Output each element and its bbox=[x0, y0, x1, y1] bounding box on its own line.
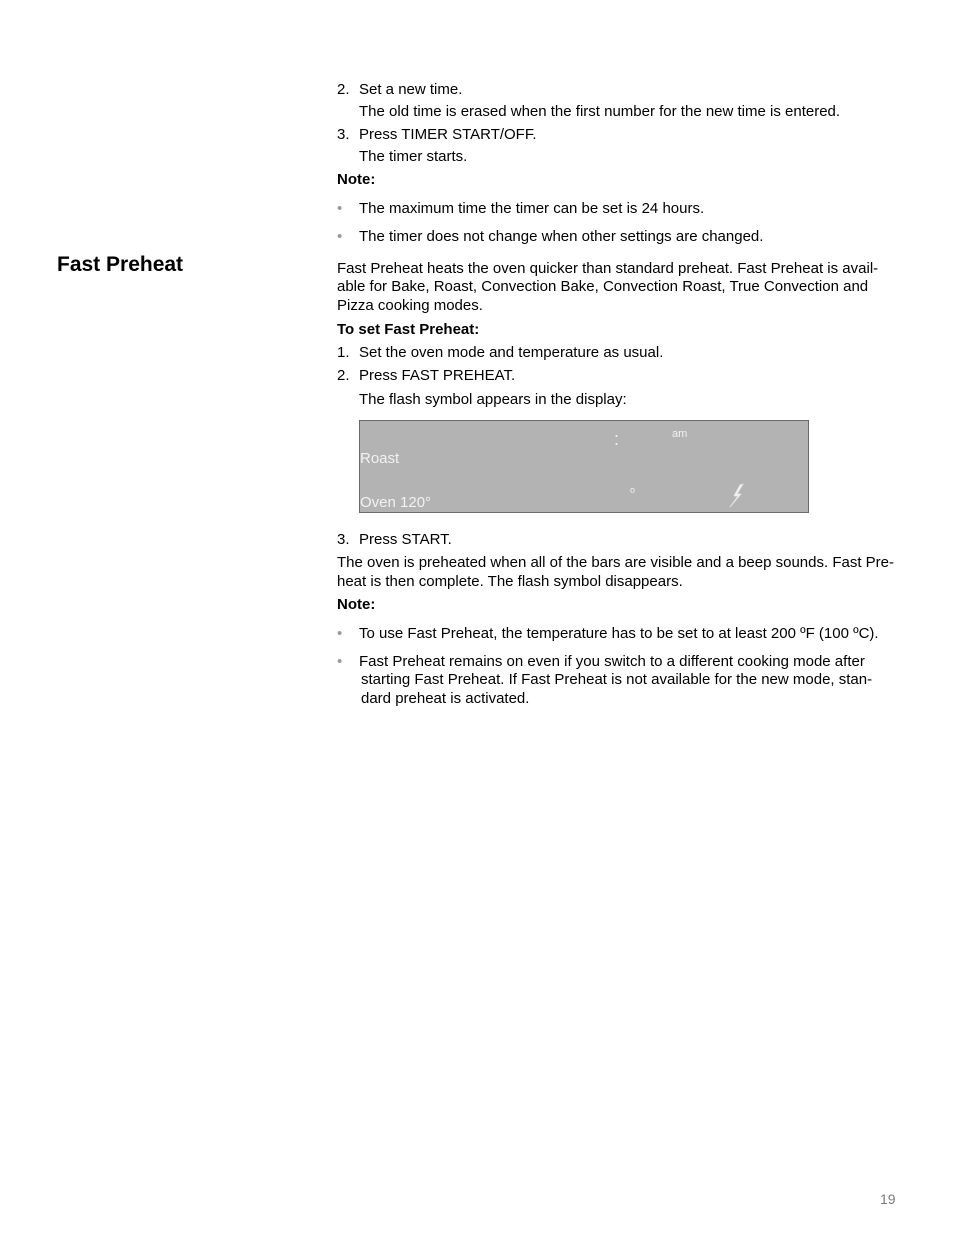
intro-line: Pizza cooking modes. bbox=[337, 297, 483, 314]
oven-temp-label: Oven 120° bbox=[360, 494, 432, 511]
step-text: Set a new time. bbox=[359, 81, 463, 98]
intro-line: Fast Preheat heats the oven quicker than standard preheat. Fast Preheat is avail- bbox=[337, 260, 879, 277]
bullet-icon: • bbox=[337, 653, 343, 670]
step-subtext: The flash symbol appears in the display: bbox=[359, 391, 627, 408]
note-label: Note: bbox=[337, 596, 376, 613]
bullet-icon: • bbox=[337, 228, 343, 245]
step-subtext: The old time is erased when the first number for the new time is entered. bbox=[359, 103, 841, 120]
step-number: 3. bbox=[337, 126, 350, 143]
subheading: To set Fast Preheat: bbox=[337, 321, 480, 338]
note-bullet-line: Fast Preheat remains on even if you switch to a different cooking mode after bbox=[359, 653, 865, 670]
bullet-icon: • bbox=[337, 200, 343, 217]
note-bullet-line: starting Fast Preheat. If Fast Preheat is not available for the new mode, stan- bbox=[361, 671, 873, 688]
mode-label: Roast bbox=[360, 450, 400, 467]
note-label: Note: bbox=[337, 171, 376, 188]
note-bullet: To use Fast Preheat, the temperature has to be set to at least 200 ºF (100 ºC). bbox=[359, 625, 879, 642]
step-number: 2. bbox=[337, 81, 350, 98]
section-title: Fast Preheat bbox=[57, 253, 184, 276]
step-number: 2. bbox=[337, 367, 350, 384]
step-number: 1. bbox=[337, 344, 350, 361]
time-colon: : bbox=[614, 429, 620, 449]
after-line: heat is then complete. The flash symbol disappears. bbox=[337, 573, 683, 590]
note-bullet-line: dard preheat is activated. bbox=[361, 690, 530, 707]
step-text: Set the oven mode and temperature as usual. bbox=[359, 344, 664, 361]
step-text: Press START. bbox=[359, 531, 452, 548]
oven-display bbox=[359, 420, 809, 513]
intro-line: able for Bake, Roast, Convection Bake, Convection Roast, True Convection and bbox=[337, 278, 869, 295]
bullet-icon: • bbox=[337, 625, 343, 642]
am-indicator: am bbox=[672, 428, 688, 440]
flash-icon bbox=[728, 483, 750, 509]
note-bullet: The timer does not change when other settings are changed. bbox=[359, 228, 764, 245]
step-text: Press TIMER START/OFF. bbox=[359, 126, 537, 143]
step-number: 3. bbox=[337, 531, 350, 548]
after-line: The oven is preheated when all of the bars are visible and a beep sounds. Fast Pre- bbox=[337, 554, 894, 571]
step-text: Press FAST PREHEAT. bbox=[359, 367, 516, 384]
note-bullet: The maximum time the timer can be set is 24 hours. bbox=[359, 200, 705, 217]
degree-symbol: o bbox=[630, 485, 636, 495]
step-subtext: The timer starts. bbox=[359, 148, 468, 165]
page-number: 19 bbox=[880, 1191, 896, 1207]
